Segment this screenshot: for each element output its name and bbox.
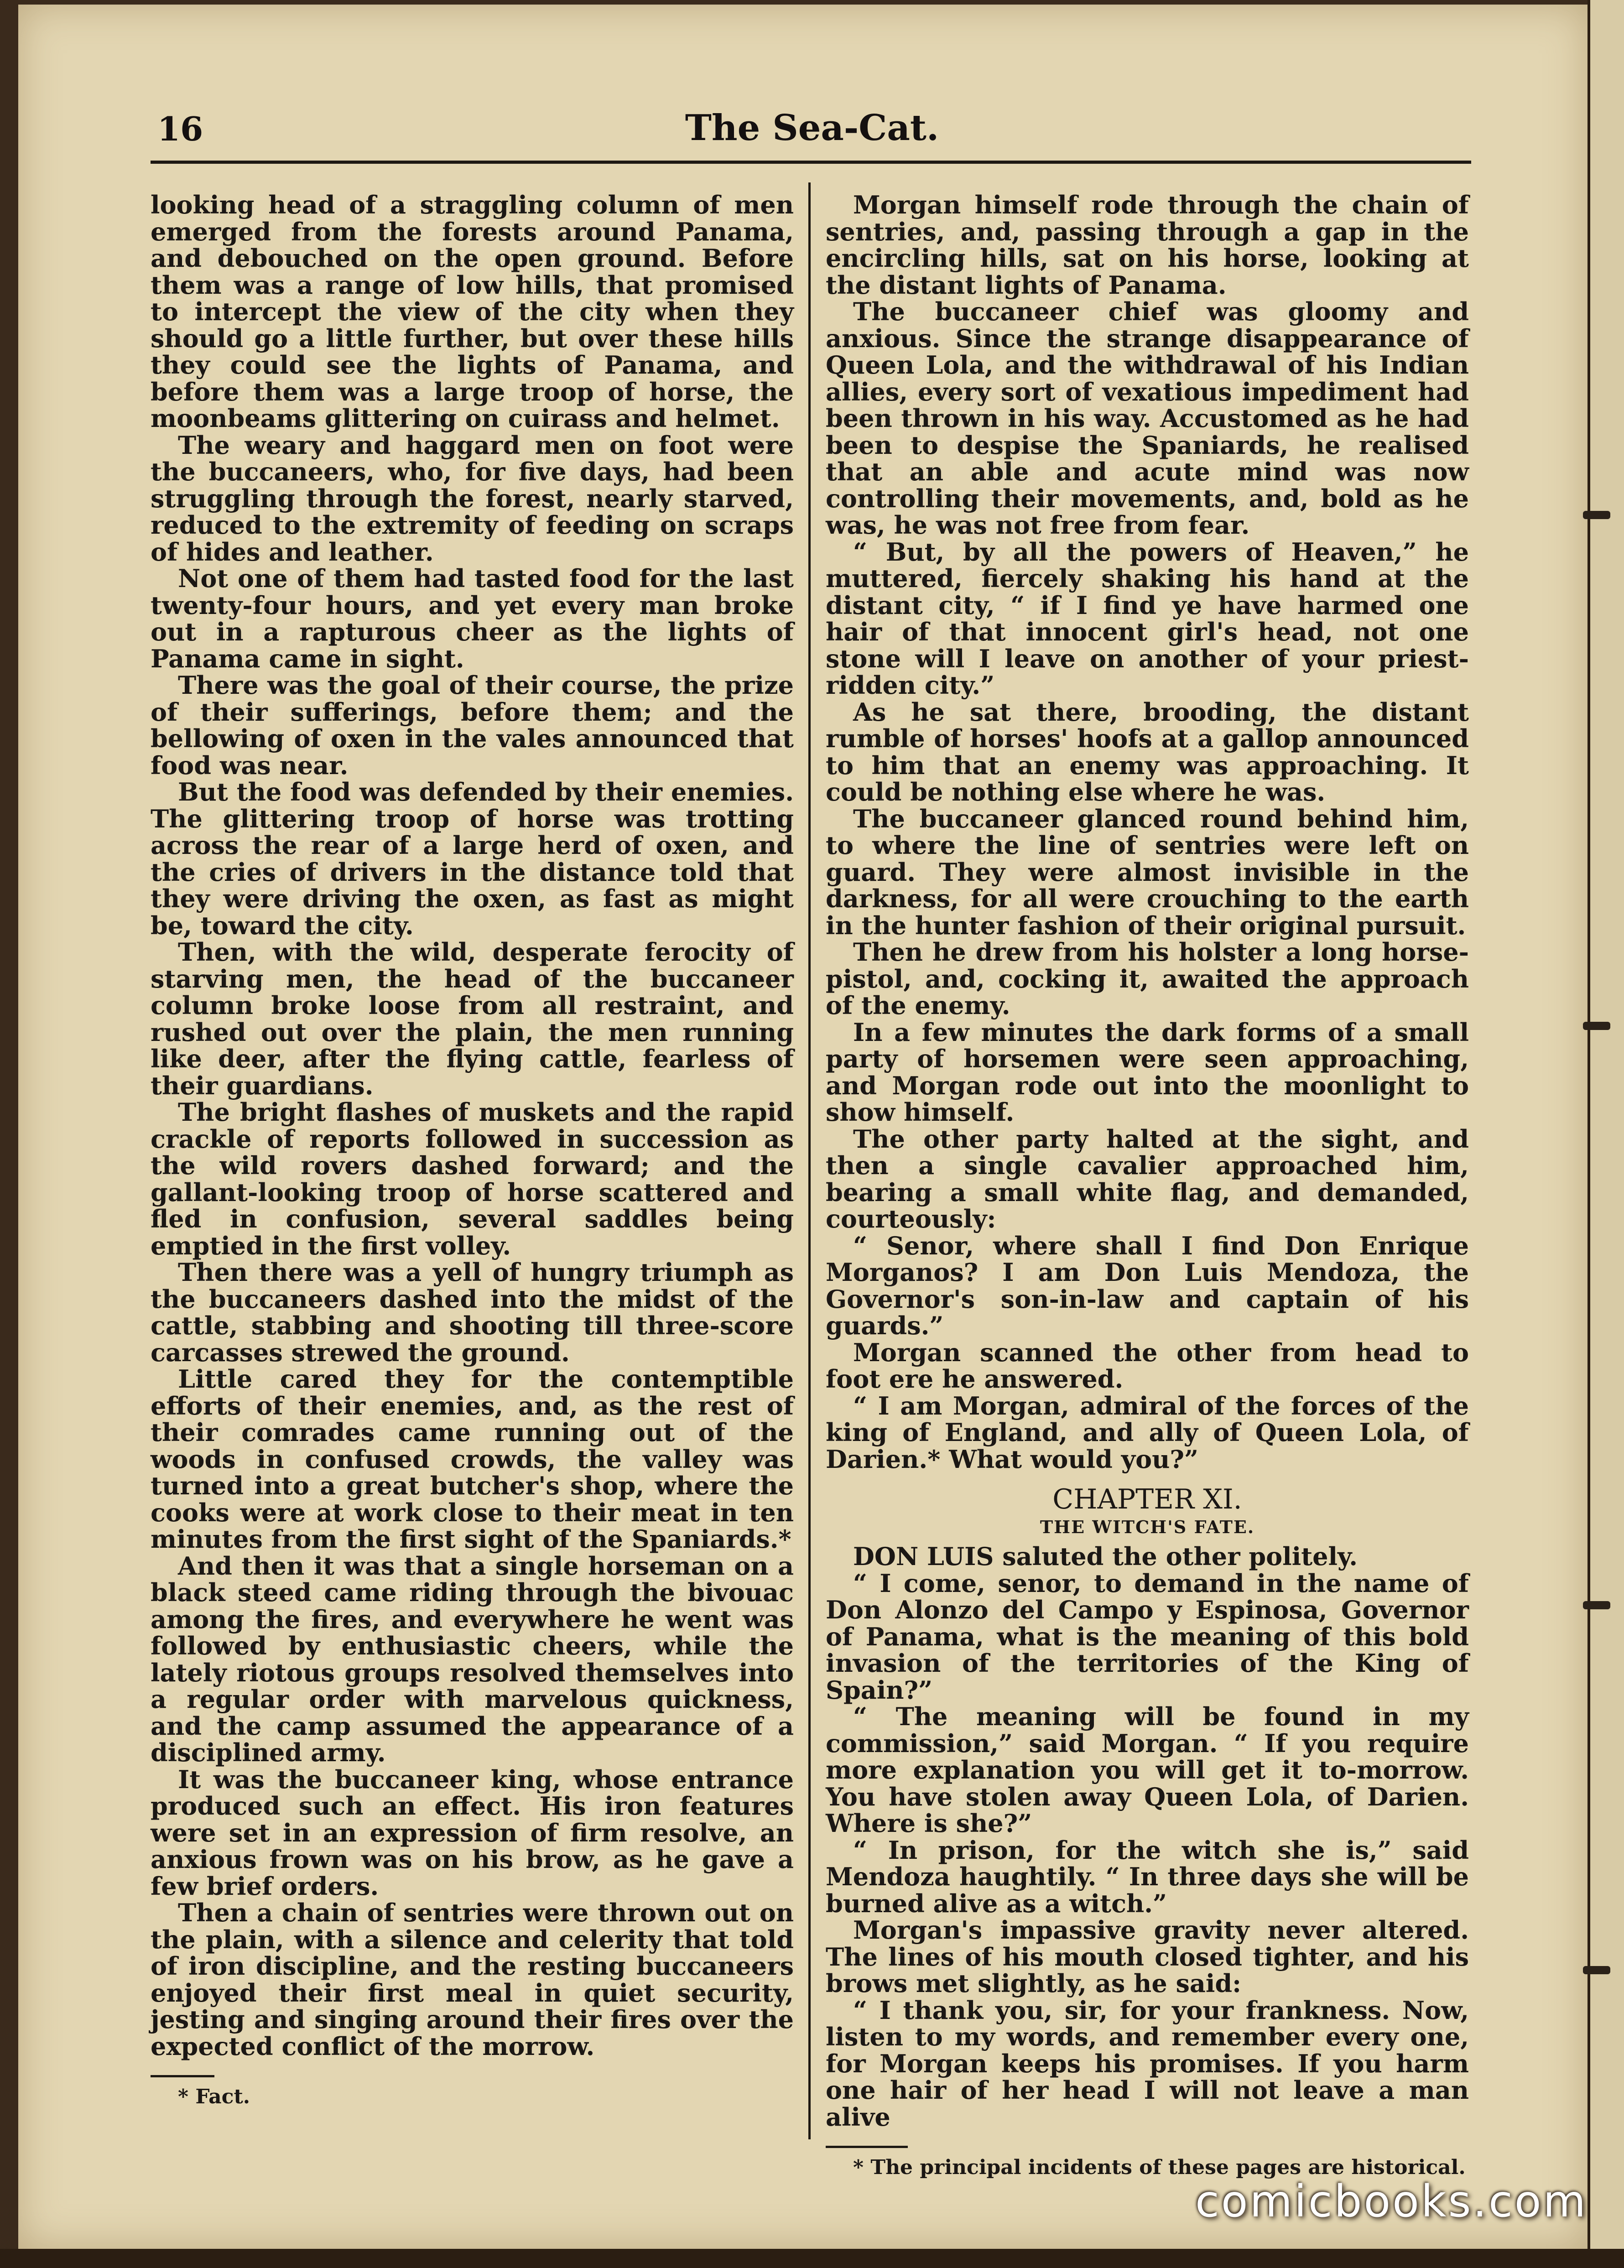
footnote-rule: [151, 2075, 214, 2077]
paragraph: And then it was that a single horseman on a black steed came riding through the bivouac among the fires, and everywhere he went was followed by enthusiastic cheers, while the lately riotous groups resolved themselves into a regular order with marvelous quickness, and the camp assumed the appearance of a disciplined army.: [151, 1551, 794, 1767]
paragraph: “ In prison, for the witch she is,” said Mendoza haughtily. “ In three days she will be burned alive as a witch.”: [826, 1835, 1469, 1918]
paragraph: Morgan scanned the other from head to foot ere he answered.: [826, 1337, 1469, 1394]
paragraph: “ But, by all the powers of Heaven,” he muttered, fiercely shaking his hand at the distant city, “ if I find ye have harmed one hair of that innocent girl's head, not one stone will I leave on another of your priest-ridden city.”: [826, 537, 1469, 700]
running-title: The Sea-Cat.: [685, 107, 939, 149]
footnote-rule: [826, 2146, 908, 2148]
right-column: [826, 192, 1469, 2179]
left-column: [151, 192, 794, 2108]
paragraph: Then a chain of sentries were thrown out on the plain, with a silence and celerity that told of iron discipline, and the resting buccaneers enjoyed their first meal in quiet security, jesting and singing around their fires over the expected conflict of the morrow.: [151, 1898, 794, 2061]
paragraph: The weary and haggard men on foot were the buccaneers, who, for five days, had been struggling through the forest, nearly starved, reduced to the extremity of feeding on scraps of hides and leather.: [151, 430, 794, 567]
paragraph: But the food was defended by their enemies. The glittering troop of horse was trotting across the rear of a large herd of oxen, and the cries of drivers in the distance told that they were driving the oxen, as fast as might be, toward the city.: [151, 777, 794, 940]
paragraph: There was the goal of their course, the prize of their sufferings, before them; and the bellowing of oxen in the vales announced that food was near.: [151, 671, 794, 780]
watermark: comicbooks.com: [1195, 2176, 1588, 2227]
paragraph: The other party halted at the sight, and then a single cavalier approached him, bearing a small white flag, and demanded, courteously:: [826, 1124, 1469, 1233]
paragraph: Morgan himself rode through the chain of sentries, and, passing through a gap in the encircling hills, sat on his horse, looking at the distant lights of Panama.: [826, 190, 1469, 300]
footnote: * The principal incidents of these pages are historical.: [853, 2156, 1466, 2179]
paragraph: The buccaneer chief was gloomy and anxious. Since the strange disappearance of Queen Lola, and the withdrawal of his Indian allies, every sort of vexatious impediment had been thrown in his way. Accustomed as he had been to despise the Spaniards, he realised that an able and acute mind was now controlling their movements, and, bold as he was, he was not free from fear.: [826, 297, 1469, 540]
paragraph: Not one of them had tasted food for the last twenty-four hours, and yet every man broke out in a rapturous cheer as the lights of Panama came in sight.: [151, 564, 794, 673]
paragraph: The bright flashes of muskets and the rapid crackle of reports followed in succession as the wild rovers dashed forward; and the gallant-looking troop of horse scattered and fled in confusion, several saddles being emptied in the first volley.: [151, 1098, 794, 1260]
footnote: * Fact.: [178, 2085, 250, 2108]
paragraph: Morgan's impassive gravity never altered. The lines of his mouth closed tighter, and his brows met slightly, as he said:: [826, 1915, 1469, 1998]
paragraph: “ I come, senor, to demand in the name of Don Alonzo del Campo y Espinosa, Governor of Panama, what is the meaning of this bold invasion of the territories of the King of Spain?”: [826, 1568, 1469, 1705]
binding-mark: [1583, 1601, 1610, 1609]
paragraph: The buccaneer glanced round behind him, to where the line of sentries were left on guard. They were almost invisible in the darkness, for all were crouching to the earth in the hunter fashion of their original pursuit.: [826, 804, 1469, 940]
paragraph: Little cared they for the contemptible efforts of their enemies, and, as the rest of their comrades came running out of the woods in confused crowds, the valley was turned into a great butcher's shop, where the cooks were at work close to their meat in ten minutes from the first sight of the Spaniards.*: [151, 1364, 794, 1554]
adjacent-page-edge: [1588, 0, 1624, 2268]
paragraph: As he sat there, brooding, the distant rumble of horses' hoofs at a gallop announced to him that an enemy was approaching. It could be nothing else where he was.: [826, 697, 1469, 806]
binding-mark: [1583, 1022, 1610, 1030]
paragraph: It was the buccaneer king, whose entrance produced such an effect. His iron features were set in an expression of firm resolve, an anxious frown was on his brow, as he gave a few brief orders.: [151, 1764, 794, 1901]
paragraph: “ Senor, where shall I find Don Enrique Morganos? I am Don Luis Mendoza, the Governor's son-in-law and captain of his guards.”: [826, 1231, 1469, 1340]
page-number: 16: [157, 109, 203, 148]
paragraph: looking head of a straggling column of men emerged from the forests around Panama, and debouched on the open ground. Before them was a range of low hills, that promised to intercept the view of the city when they should go a little further, but over these hills they could see the lights of Panama, and before them was a large troop of horse, the moonbeams glittering on cuirass and helmet.: [151, 190, 794, 433]
paragraph: Then he drew from his holster a long horse-pistol, and, cocking it, awaited the approach of the enemy.: [826, 937, 1469, 1020]
scan-bottom-edge: [0, 2249, 1624, 2268]
paragraph: “ The meaning will be found in my commission,” said Morgan. “ If you require more explanation you will get it to-morrow. You have stolen away Queen Lola, of Darien. Where is she?”: [826, 1702, 1469, 1838]
binding-mark: [1583, 511, 1610, 519]
paragraph: “ I am Morgan, admiral of the forces of the king of England, and ally of Queen Lola, of Darien.* What would you?”: [826, 1391, 1469, 1474]
chapter-title: CHAPTER XI.: [1052, 1483, 1242, 1515]
paragraph: In a few minutes the dark forms of a small party of horsemen were seen approaching, and Morgan rode out into the moonlight to show himself.: [826, 1017, 1469, 1127]
chapter-subtitle: THE WITCH'S FATE.: [1040, 1516, 1255, 1537]
header-rule: [151, 161, 1471, 164]
binding-mark: [1583, 1966, 1610, 1974]
paragraph: DON LUIS saluted the other politely.: [853, 1542, 1358, 1571]
column-divider: [808, 182, 811, 2139]
paragraph: Then there was a yell of hungry triumph as the buccaneers dashed into the midst of the cattle, stabbing and shooting till three-score carcasses strewed the ground.: [151, 1258, 794, 1367]
paragraph: Then, with the wild, desperate ferocity of starving men, the head of the buccaneer column broke loose from all restraint, and rushed out over the plain, the men running like deer, after the flying cattle, fearless of their guardians.: [151, 937, 794, 1100]
paragraph: “ I thank you, sir, for your frankness. Now, listen to my words, and remember every one, for Morgan keeps his promises. If you harm one hair of her head I will not leave a man alive: [826, 1995, 1469, 2132]
